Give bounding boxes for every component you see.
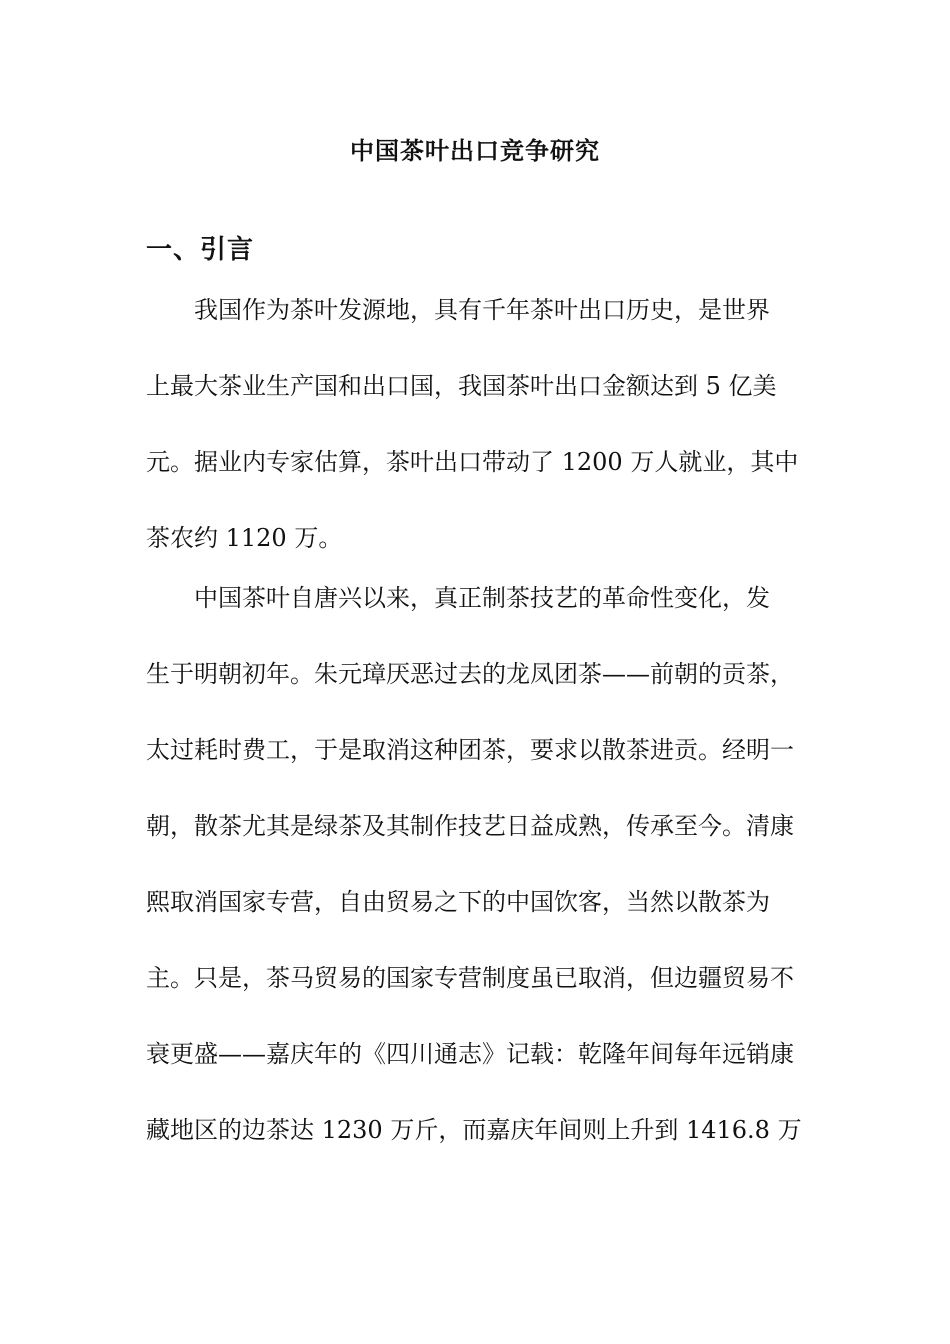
paragraph-line: 茶农约 1120 万。 — [146, 524, 343, 552]
paragraph-line: 藏地区的边茶达 1230 万斤，而嘉庆年间则上升到 1416.8 万 — [146, 1116, 802, 1144]
paragraph-line: 上最大茶业生产国和出口国，我国茶叶出口金额达到 5 亿美 — [146, 372, 777, 400]
paragraph-line: 太过耗时费工，于是取消这种团茶，要求以散茶进贡。经明一 — [146, 736, 794, 764]
paragraph-line: 衰更盛——嘉庆年的《四川通志》记载：乾隆年间每年远销康 — [146, 1040, 794, 1068]
paragraph-line: 熙取消国家专营，自由贸易之下的中国饮客，当然以散茶为 — [146, 888, 770, 916]
paragraph-line: 我国作为茶叶发源地，具有千年茶叶出口历史，是世界 — [194, 296, 770, 324]
paragraph-line: 主。只是，茶马贸易的国家专营制度虽已取消，但边疆贸易不 — [146, 964, 794, 992]
paragraph-line: 生于明朝初年。朱元璋厌恶过去的龙凤团茶——前朝的贡茶， — [146, 660, 794, 688]
document-title: 中国茶叶出口竞争研究 — [350, 137, 600, 165]
section-heading: 一、引言 — [146, 235, 255, 265]
paragraph-line: 元。据业内专家估算，茶叶出口带动了 1200 万人就业，其中 — [146, 448, 799, 476]
paragraph-line: 中国茶叶自唐兴以来，真正制茶技艺的革命性变化，发 — [194, 584, 770, 612]
paragraph-line: 朝，散茶尤其是绿茶及其制作技艺日益成熟，传承至今。清康 — [146, 812, 794, 840]
